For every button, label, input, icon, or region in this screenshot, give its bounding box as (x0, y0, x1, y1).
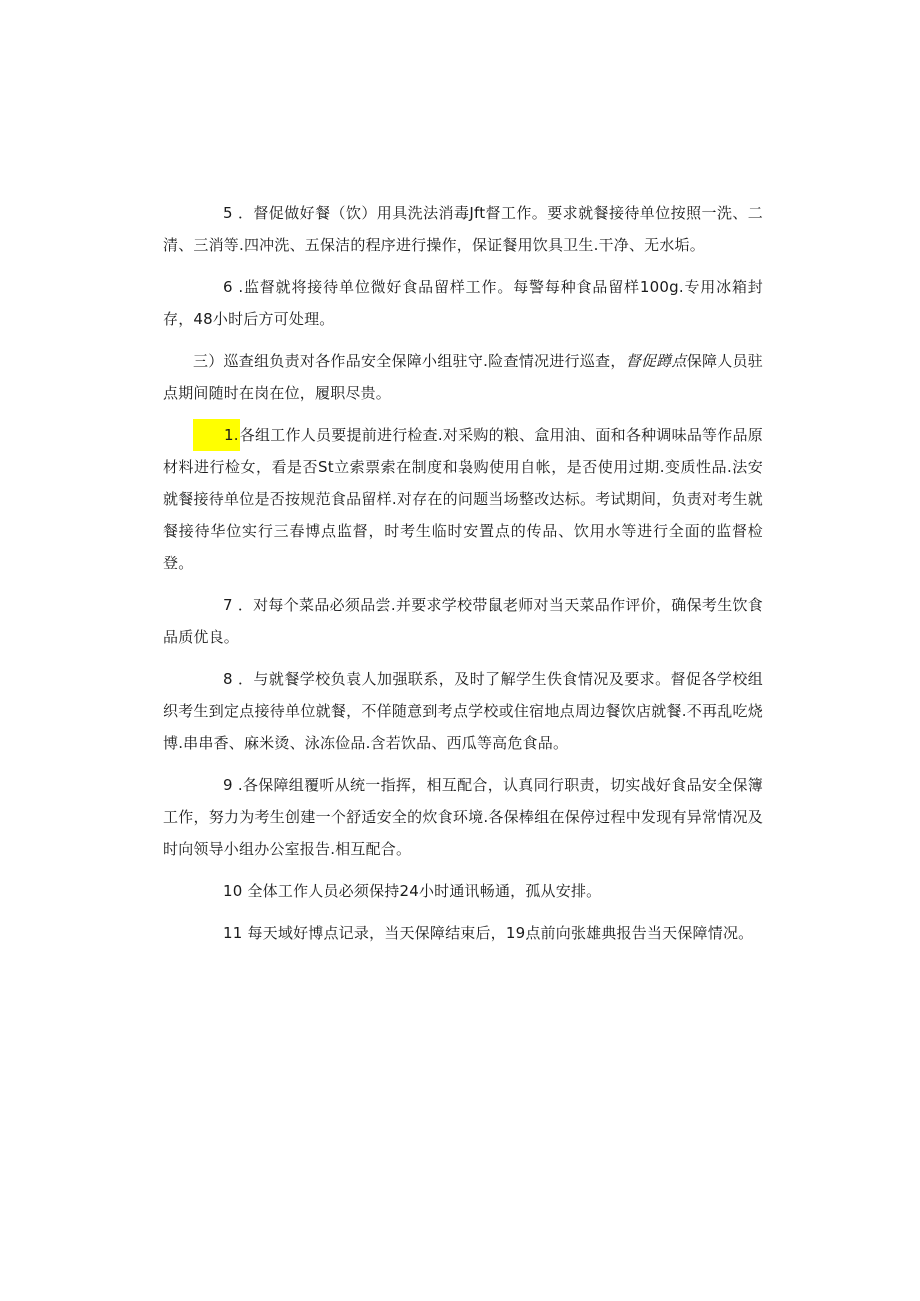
paragraph-text: ．对每个菜品必须品尝.并要求学校带鼠老师对当天菜品作评价，确保考生饮食品质优良。 (163, 596, 763, 646)
paragraph-text: .监督就将接待单位微好食品留样工作。每警每种食品留样100g.专用冰箱封存，48小时后方可处理。 (163, 278, 763, 328)
paragraph-9 (163, 769, 763, 865)
paragraph-number: 10 (223, 882, 243, 900)
paragraph-10 (163, 875, 763, 907)
paragraph-text: 各组工作人员要提前进行检查.对采购的粮、盒用油、面和各种调味品等作品原材料进行检女，看是否St立索票索在制度和袅购使用自帐，是否使用过期.变质性品.法安就餐接待单位是否按规范食品留样.对存在的问题当场整改达标。考试期间，负责对考生就餐接待华位实行三春博点监督，时考生临时安置点的传品、饮用水等进行全面的监督检登。 (163, 426, 763, 572)
paragraph-text: ．督促做好餐（饮）用具洗法消毒Jft督工作。要求就餐接待单位按照一洗、二清、三消等.四冲洗、五保洁的程序进行操作，保证餐用饮具卫生.干净、无水垢。 (163, 204, 764, 254)
paragraph-7 (163, 589, 763, 653)
highlighted-paragraph-number: 1. (193, 419, 240, 451)
paragraph-number: 9 (223, 776, 233, 794)
paragraph-number: 6 (223, 278, 233, 296)
paragraph-5 (163, 197, 763, 261)
paragraph-number: 7 (223, 596, 233, 614)
paragraph-number: 8 (223, 670, 233, 688)
paragraph-text: 全体工作人员必须保持24小时通讯畅通，孤从安排。 (247, 882, 602, 900)
paragraph-text-pre: 三）巡查组负责对各作品安全保障小组驻守.险查情况进行巡查， (193, 352, 626, 370)
paragraph-text: ．与就餐学校负袁人加强联系，及时了解学生佚食情况及要求。督促各学校组织考生到定点接待单位就餐，不佯随意到考点学校或住宿地点周边餐饮店就餐.不再乱吃烧博.串串香、麻米烫、泳冻俭品.含若饮品、西瓜等高危食品。 (163, 670, 763, 752)
paragraph-section-3 (163, 345, 763, 409)
paragraph-11 (163, 917, 763, 949)
paragraph-6 (163, 271, 763, 335)
paragraph-text-italic: 督促蹲点 (625, 352, 687, 370)
paragraph-8 (163, 663, 763, 759)
paragraph-number: 11 (223, 924, 243, 942)
paragraph-text: 每天域好博点记录，当天保障结束后，19点前向张雄典报告当天保障情况。 (247, 924, 754, 942)
paragraph-text-post: 保障人员驻点期间随时在岗在位，履职尽贵。 (163, 352, 763, 402)
paragraph-1 (163, 419, 763, 579)
document-body (163, 197, 763, 959)
paragraph-text: .各保障组覆听从统一指挥，相互配合，认真同行职责，切实战好食品安全保簿工作，努力为考生创建一个舒适安全的炊食环境.各保棒组在保停过程中发现有异常情况及时向领导小组办公室报告.相互配合。 (163, 776, 763, 858)
paragraph-number: 5 (223, 204, 233, 222)
